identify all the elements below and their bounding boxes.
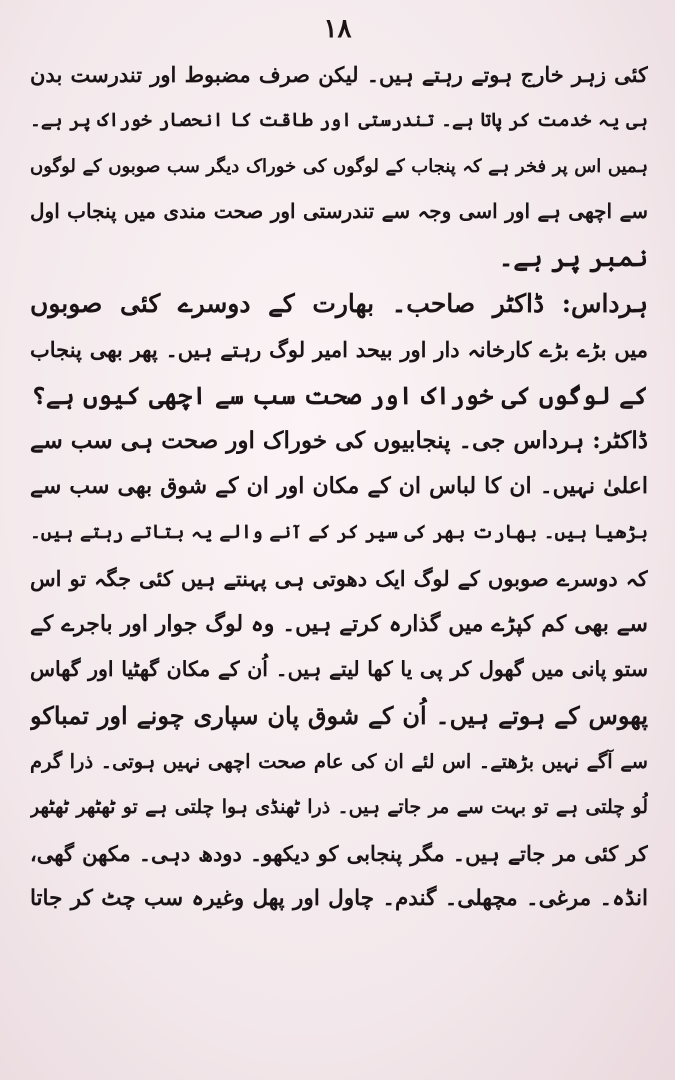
text-line-7: میں بڑے بڑے کارخانہ دار اور بیحد امیر لوگ رہتے ہیں۔ پھر بھی پنجاب	[30, 336, 648, 362]
text-line-19: انڈہ۔ مرغی۔ مچھلی۔ گندم۔ چاول اور پھل وغیرہ سب چٹ کر جاتا	[30, 886, 648, 912]
text-line-5: نمبر پر ہے۔	[498, 243, 648, 273]
text-line-12: کہ دوسرے صوبوں کے لوگ ایک دھوتی ہی پہنتے ہیں کئی جگہ تو اس	[30, 565, 648, 591]
text-line-16: سے آگے نہیں بڑھتے۔ اس لئے ان کی عام صحت اچھی نہیں ہوتی۔ ذرا گرم	[30, 749, 648, 773]
text-line-9: ڈاکٹر: ہرداس جی۔ پنجابیوں کی خوراک اور صحت ہی سب سے	[30, 427, 648, 455]
text-line-6: ہرداس: ڈاکٹر صاحب۔ بھارت کے دوسرے کئی صوبوں	[30, 288, 648, 318]
text-line-8: کے لوگوں کی خوراک اور صحت سب سے اچھی کیوں ہے؟	[31, 380, 648, 410]
text-line-4: سے اچھی ہے اور اسی وجہ سے تندرستی اور صحت مندی میں پنجاب اول	[30, 199, 648, 224]
text-line-15: پھوس کے ہوتے ہیں۔ اُن کے شوق پان سپاری چونے اور تمباکو	[30, 701, 648, 731]
text-line-11: بڑھیا ہیں۔ بھارت بھر کی سیر کر کے آنے والے یہ بتاتے رہتے ہیں۔	[30, 521, 648, 543]
body-text	[30, 52, 648, 922]
text-line-10: اعلیٰ نہیں۔ ان کا لباس ان کے مکان اور ان کے شوق بھی سب سے	[30, 473, 648, 500]
text-line-3: ہمیں اس پر فخر ہے کہ پنجاب کے لوگوں کی خوراک دیگر سب صوبوں کے لوگوں	[30, 155, 648, 177]
text-line-17: لُو چلتی ہے تو بہت سے مر جاتے ہیں۔ ذرا ٹھنڈی ہوا چلتی ہے تو ٹھٹھر ٹھٹھر	[30, 795, 648, 818]
text-line-1: کئی زہر خارج ہوتے رہتے ہیں۔ لیکن صرف مضبوط اور تندرست بدن	[30, 62, 648, 87]
text-line-14: ستو پانی میں گھول کر پی یا کھا لیتے ہیں۔ اُن کے مکان گھٹیا اور گھاس	[30, 657, 648, 682]
page-number: ۱۸	[323, 14, 352, 44]
text-line-18: کر کئی مر جاتے ہیں۔ مگر پنجابی کو دیکھو۔ دودھ دہی۔ مکھن گھی،	[30, 840, 648, 866]
text-line-13: سے بھی کم کپڑے میں گذارہ کرتے ہیں۔ وہ لوگ جوار اور باجرے کے	[30, 610, 648, 637]
text-line-2: ہی یہ خدمت کر پاتا ہے۔ تندرستی اور طاقت کا انحصار خوراک پر ہے۔	[30, 109, 648, 131]
